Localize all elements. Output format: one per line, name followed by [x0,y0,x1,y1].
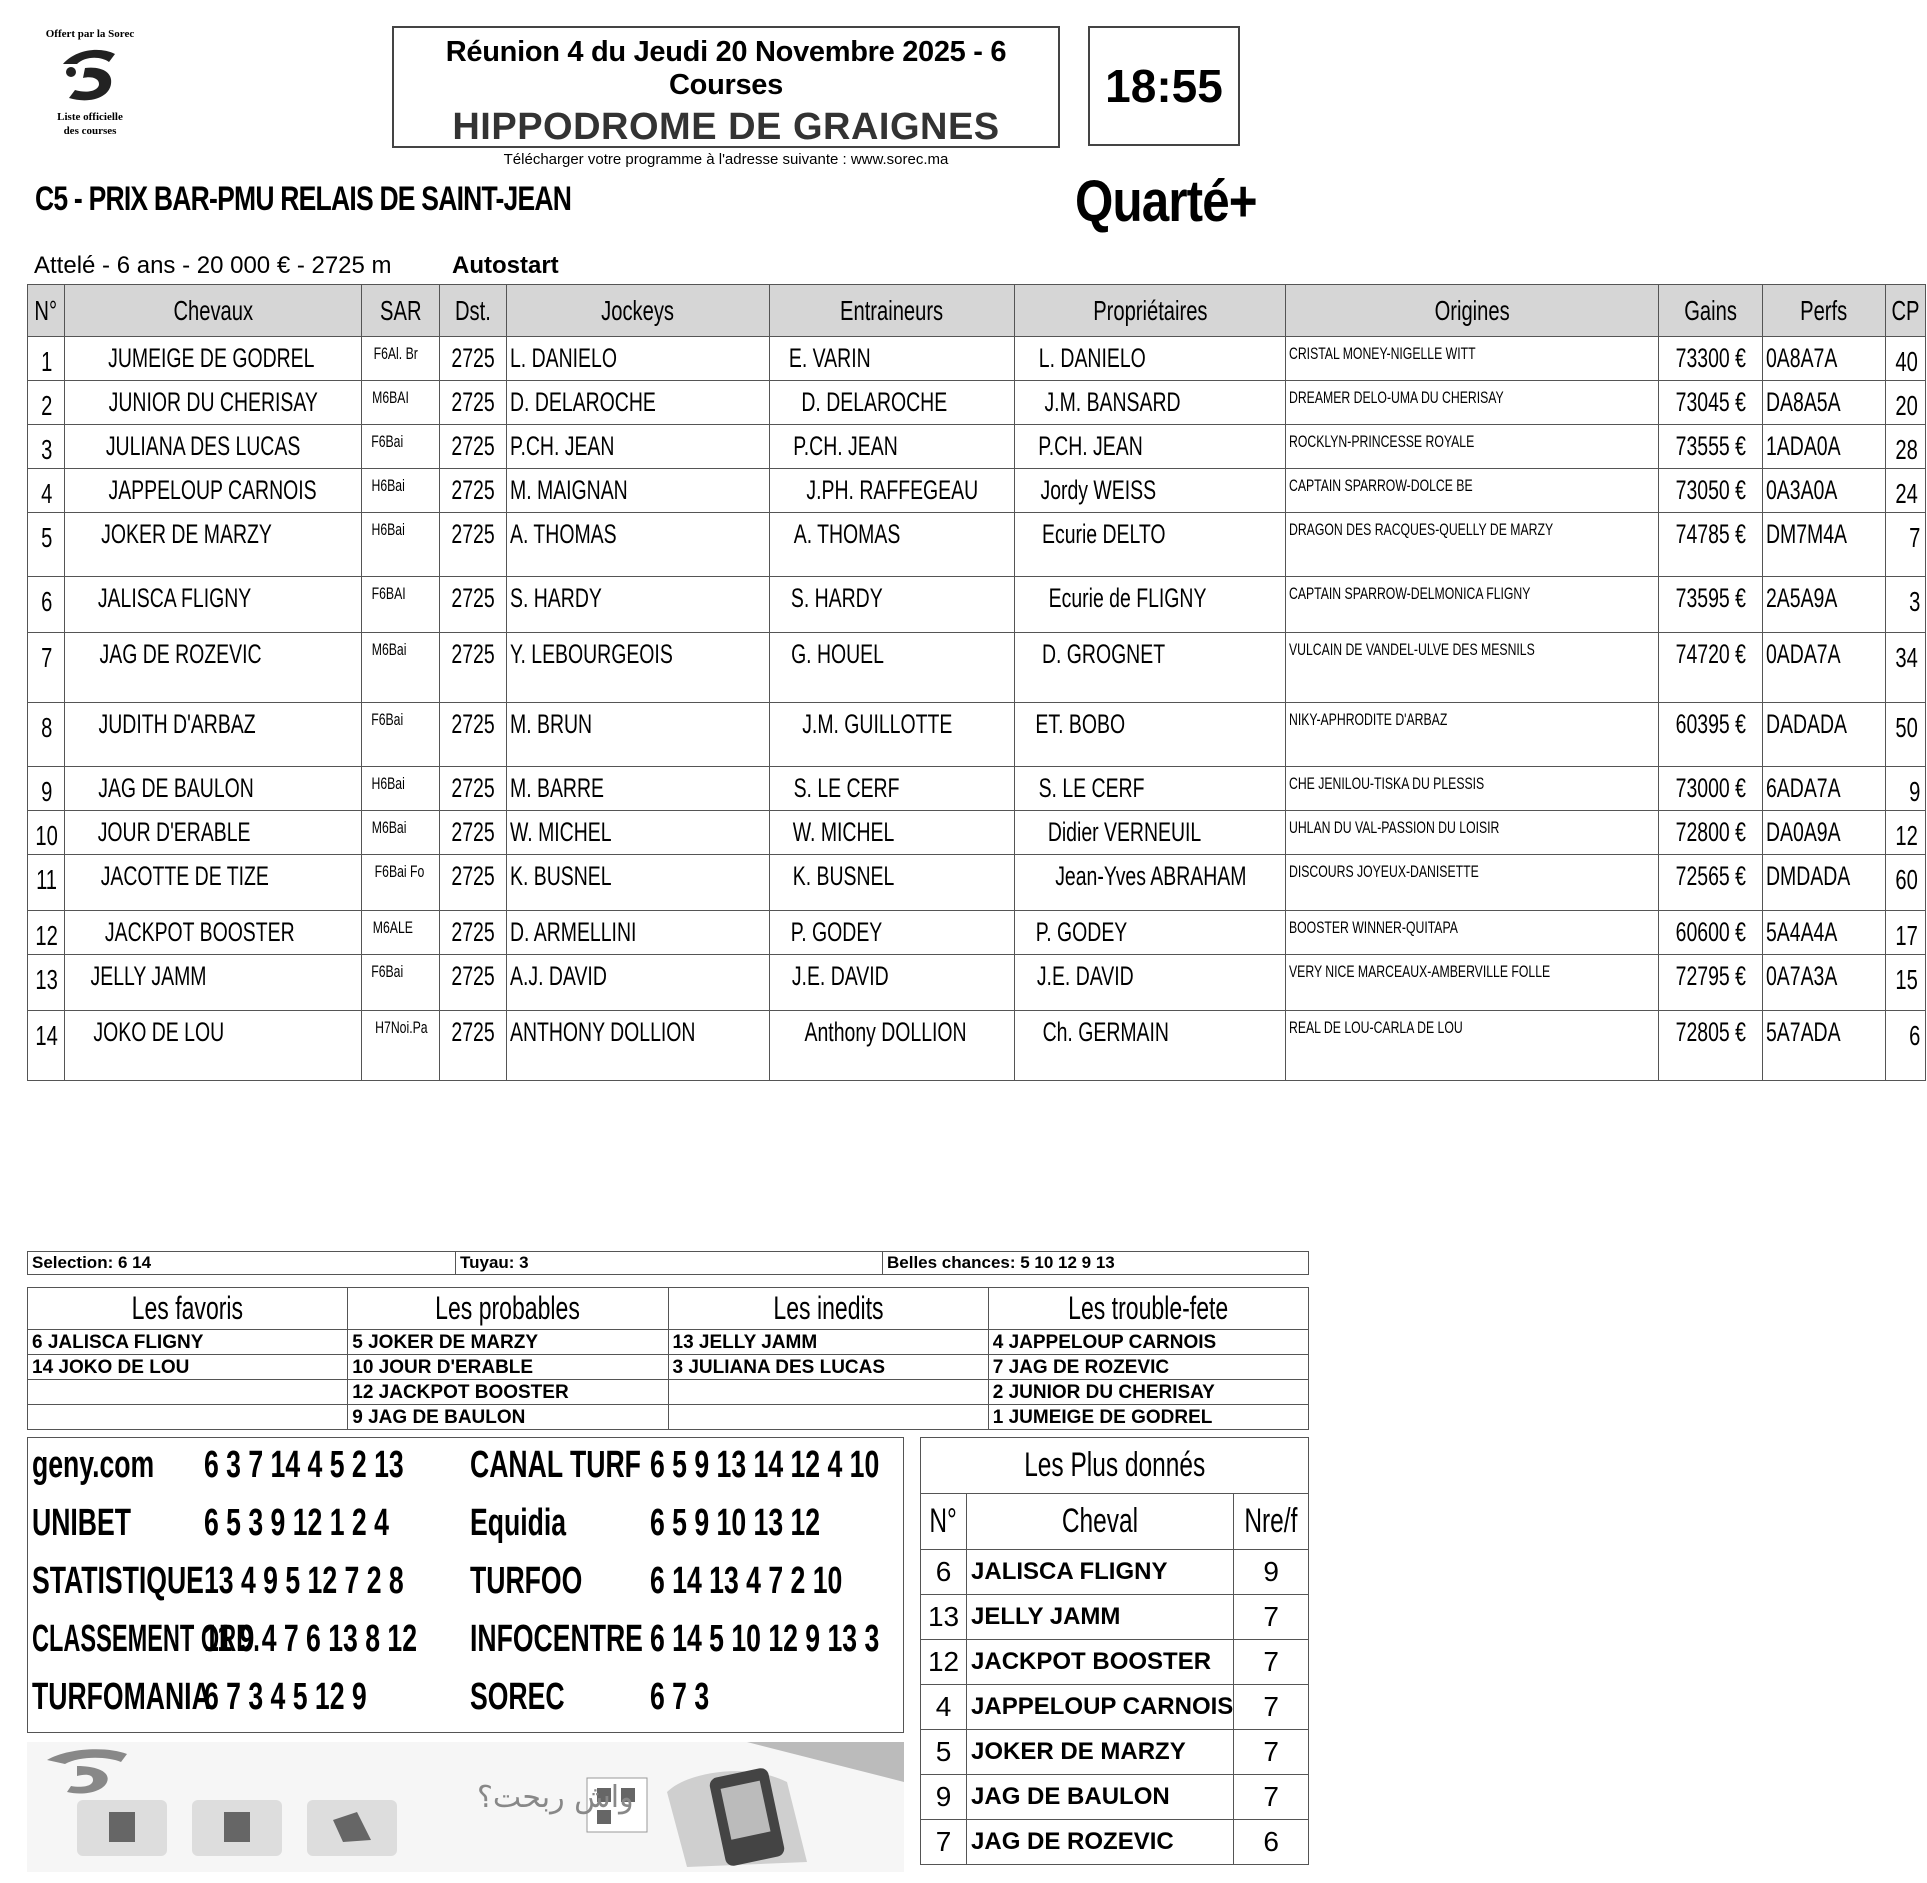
download-note: Télécharger votre programme à l'adresse suivante : www.sorec.ma [503,151,949,168]
plus-donnes-nb: 6 [1234,1820,1309,1865]
category-header: Les trouble-fete [988,1288,1308,1330]
cell-dst: 2725 [440,425,506,469]
cell-cheval: JUNIOR DU CHERISAY [65,381,362,425]
column-header: Origines [1286,285,1659,337]
cell-jockey: A. THOMAS [506,513,770,577]
press-selection: 6 5 9 13 14 12 4 10 [650,1444,880,1486]
cell-n: 4 [28,469,65,513]
plus-donnes-cheval: JAG DE ROZEVIC [967,1820,1234,1865]
plus-donnes-n: 13 [921,1595,967,1640]
plus-donnes-n: 7 [921,1820,967,1865]
table-row [921,1550,1309,1595]
cell-gains: 73555 € [1659,425,1763,469]
cell-entraineur: P. GODEY [770,911,1015,955]
table-row [28,855,1926,911]
table-row [28,955,1926,1011]
plus-donnes-title: Les Plus donnés [921,1438,1309,1494]
cell-cp: 34 [1885,633,1925,703]
cell-cp: 50 [1885,703,1925,767]
press-selection: 6 14 5 10 12 9 13 3 [650,1618,880,1660]
category-cell: 4 JAPPELOUP CARNOIS [988,1330,1308,1355]
cell-cp: 6 [1885,1011,1925,1081]
cell-gains: 73300 € [1659,337,1763,381]
plus-donnes-table [920,1437,1309,1865]
cell-dst: 2725 [440,337,506,381]
cell-dst: 2725 [440,469,506,513]
cell-entraineur: D. DELAROCHE [770,381,1015,425]
cell-jockey: Y. LEBOURGEOIS [506,633,770,703]
cell-perfs: 0A8A7A [1762,337,1885,381]
cell-n: 13 [28,955,65,1011]
tuyau: Tuyau: 3 [456,1252,883,1274]
cell-gains: 73045 € [1659,381,1763,425]
category-row [28,1380,1309,1405]
table-row [921,1730,1309,1775]
press-row [32,1444,404,1487]
cell-n: 12 [28,911,65,955]
plus-donnes-cheval: JELLY JAMM [967,1595,1234,1640]
cell-gains: 73000 € [1659,767,1763,811]
cell-n: 6 [28,577,65,633]
belles-chances: Belles chances: 5 10 12 9 13 [887,1253,1115,1272]
plus-donnes-cheval: JAG DE BAULON [967,1775,1234,1820]
category-cell: 12 JACKPOT BOOSTER [348,1380,668,1405]
race-time: 18:55 [1088,26,1240,146]
cell-dst: 2725 [440,513,506,577]
cell-sar: F6Bai [361,955,440,1011]
table-row [28,633,1926,703]
cell-n: 3 [28,425,65,469]
cell-origines: DREAMER DELO-UMA DU CHERISAY [1286,381,1659,425]
cell-sar: M6Bai [361,633,440,703]
cell-dst: 2725 [440,577,506,633]
cell-jockey: D. ARMELLINI [506,911,770,955]
cell-proprietaire: Ecurie DELTO [1014,513,1286,577]
press-row [32,1560,404,1603]
cell-cheval: JALISCA FLIGNY [65,577,362,633]
category-cell [668,1405,988,1430]
cell-origines: CAPTAIN SPARROW-DELMONICA FLIGNY [1286,577,1659,633]
cell-proprietaire: D. GROGNET [1014,633,1286,703]
press-selection: 11 9 4 7 6 13 8 12 [204,1618,417,1660]
cell-cp: 15 [1885,955,1925,1011]
cell-n: 14 [28,1011,65,1081]
table-row [28,513,1926,577]
cell-jockey: P.CH. JEAN [506,425,770,469]
cell-cp: 9 [1885,767,1925,811]
category-cell: 2 JUNIOR DU CHERISAY [988,1380,1308,1405]
cell-perfs: DMDADA [1762,855,1885,911]
category-header: Les favoris [28,1288,348,1330]
cell-sar: F6BAI [361,577,440,633]
column-header: Jockeys [506,285,770,337]
cell-cheval: JACOTTE DE TIZE [65,855,362,911]
category-header: Les probables [348,1288,668,1330]
table-row [28,767,1926,811]
cell-origines: NIKY-APHRODITE D'ARBAZ [1286,703,1659,767]
cell-gains: 60395 € [1659,703,1763,767]
cell-sar: H6Bai [361,767,440,811]
cell-origines: ROCKLYN-PRINCESSE ROYALE [1286,425,1659,469]
cell-gains: 74720 € [1659,633,1763,703]
category-row [28,1330,1309,1355]
plus-donnes-cheval: JACKPOT BOOSTER [967,1640,1234,1685]
cell-gains: 73050 € [1659,469,1763,513]
cell-n: 7 [28,633,65,703]
cell-entraineur: J.M. GUILLOTTE [770,703,1015,767]
press-selections [27,1437,904,1733]
table-row [28,337,1926,381]
table-row [921,1595,1309,1640]
category-cell: 7 JAG DE ROZEVIC [988,1355,1308,1380]
category-cell [668,1380,988,1405]
category-cell: 14 JOKO DE LOU [28,1355,348,1380]
press-selection: 6 5 3 9 12 1 2 4 [204,1502,389,1544]
category-header: Les inedits [668,1288,988,1330]
cell-entraineur: J.E. DAVID [770,955,1015,1011]
table-row [921,1775,1309,1820]
cell-n: 2 [28,381,65,425]
cell-cheval: JAPPELOUP CARNOIS [65,469,362,513]
prono-categories-table [27,1287,1309,1430]
cell-proprietaire: ET. BOBO [1014,703,1286,767]
cell-cheval: JOUR D'ERABLE [65,811,362,855]
press-source: TURFOMANIA [32,1676,211,1718]
category-row [28,1355,1309,1380]
table-row [28,703,1926,767]
cell-sar: F6Al. Br [361,337,440,381]
plus-donnes-nb: 9 [1234,1550,1309,1595]
cell-jockey: M. BRUN [506,703,770,767]
cell-sar: F6Bai [361,425,440,469]
cell-perfs: DM7M4A [1762,513,1885,577]
cell-origines: CHE JENILOU-TISKA DU PLESSIS [1286,767,1659,811]
table-row [28,425,1926,469]
press-source: geny.com [32,1444,155,1486]
press-source: SOREC [470,1676,565,1718]
press-row [470,1502,821,1545]
plus-donnes-nb: 7 [1234,1775,1309,1820]
cell-entraineur: S. HARDY [770,577,1015,633]
cell-proprietaire: Jean-Yves ABRAHAM [1014,855,1286,911]
cell-perfs: 0ADA7A [1762,633,1885,703]
press-selection: 6 3 7 14 4 5 2 13 [204,1444,404,1486]
ad-illustration-icon [27,1742,904,1872]
cell-n: 9 [28,767,65,811]
logo-line2: des courses [63,125,117,137]
category-cell: 10 JOUR D'ERABLE [348,1355,668,1380]
racecourse-name: HIPPODROME DE GRAIGNES [452,106,1000,148]
cell-origines: DRAGON DES RACQUES-QUELLY DE MARZY [1286,513,1659,577]
cell-perfs: DADADA [1762,703,1885,767]
press-source: CLASSEMENT ORD. [32,1618,260,1660]
plus-donnes-n: 5 [921,1730,967,1775]
cell-proprietaire: Ecurie de FLIGNY [1014,577,1286,633]
plus-donnes-column-header: N° [921,1494,967,1550]
cell-sar: M6BAI [361,381,440,425]
table-row [28,469,1926,513]
cell-n: 10 [28,811,65,855]
column-header: Chevaux [65,285,362,337]
cell-cp: 3 [1885,577,1925,633]
category-cell: 13 JELLY JAMM [668,1330,988,1355]
cell-cp: 17 [1885,911,1925,955]
cell-proprietaire: Ch. GERMAIN [1014,1011,1286,1081]
table-row [28,811,1926,855]
meeting-header [392,26,1060,168]
cell-perfs: 0A7A3A [1762,955,1885,1011]
cell-sar: H6Bai [361,513,440,577]
cell-entraineur: E. VARIN [770,337,1015,381]
cell-jockey: S. HARDY [506,577,770,633]
category-cell: 3 JULIANA DES LUCAS [668,1355,988,1380]
cell-proprietaire: P.CH. JEAN [1014,425,1286,469]
cell-origines: REAL DE LOU-CARLA DE LOU [1286,1011,1659,1081]
cell-jockey: L. DANIELO [506,337,770,381]
press-selection: 6 7 3 4 5 12 9 [204,1676,367,1718]
cell-dst: 2725 [440,633,506,703]
cell-cheval: JUMEIGE DE GODREL [65,337,362,381]
sorec-horse-logo-icon [55,42,125,110]
cell-n: 11 [28,855,65,911]
category-cell: 1 JUMEIGE DE GODREL [988,1405,1308,1430]
cell-cp: 12 [1885,811,1925,855]
cell-cp: 7 [1885,513,1925,577]
cell-dst: 2725 [440,381,506,425]
press-row [32,1676,367,1719]
cell-origines: UHLAN DU VAL-PASSION DU LOISIR [1286,811,1659,855]
cell-entraineur: Anthony DOLLION [770,1011,1015,1081]
cell-entraineur: S. LE CERF [770,767,1015,811]
press-selection: 13 4 9 5 12 7 2 8 [204,1560,404,1602]
plus-donnes-cheval: JOKER DE MARZY [967,1730,1234,1775]
cell-cheval: JACKPOT BOOSTER [65,911,362,955]
cell-entraineur: J.PH. RAFFEGEAU [770,469,1015,513]
column-header: Gains [1659,285,1763,337]
column-header: CP [1885,285,1925,337]
race-conditions: Attelé - 6 ans - 20 000 € - 2725 m [34,252,392,279]
cell-perfs: 6ADA7A [1762,767,1885,811]
cell-perfs: 0A3A0A [1762,469,1885,513]
press-row [32,1618,417,1661]
cell-origines: CAPTAIN SPARROW-DOLCE BE [1286,469,1659,513]
cell-cp: 24 [1885,469,1925,513]
press-source: UNIBET [32,1502,132,1544]
column-header: Propriétaires [1014,285,1286,337]
press-source: INFOCENTRE [470,1618,643,1660]
cell-cp: 60 [1885,855,1925,911]
cell-origines: VERY NICE MARCEAUX-AMBERVILLE FOLLE [1286,955,1659,1011]
cell-cp: 40 [1885,337,1925,381]
cell-gains: 73595 € [1659,577,1763,633]
cell-sar: M6ALE [361,911,440,955]
cell-proprietaire: Didier VERNEUIL [1014,811,1286,855]
cell-entraineur: K. BUSNEL [770,855,1015,911]
plus-donnes-n: 12 [921,1640,967,1685]
selection: Selection: 6 14 [28,1252,456,1274]
race-start-type: Autostart [452,252,559,279]
category-row [28,1405,1309,1430]
sorec-ad-banner [27,1742,904,1872]
cell-dst: 2725 [440,703,506,767]
race-title: C5 - PRIX BAR-PMU RELAIS DE SAINT-JEAN [35,180,572,218]
cell-jockey: M. BARRE [506,767,770,811]
table-row [28,381,1926,425]
bet-type: Quarté+ [1075,169,1257,234]
cell-cheval: JUDITH D'ARBAZ [65,703,362,767]
cell-cp: 28 [1885,425,1925,469]
plus-donnes-cheval: JAPPELOUP CARNOIS [967,1685,1234,1730]
cell-perfs: DA0A9A [1762,811,1885,855]
cell-sar: F6Bai Fo [361,855,440,911]
category-cell: 6 JALISCA FLIGNY [28,1330,348,1355]
column-header: SAR [361,285,440,337]
plus-donnes-nb: 7 [1234,1685,1309,1730]
categories-header-row [28,1288,1309,1330]
category-cell [28,1405,348,1430]
cell-origines: BOOSTER WINNER-QUITAPA [1286,911,1659,955]
cell-gains: 74785 € [1659,513,1763,577]
press-source: CANAL TURF [470,1444,641,1486]
column-header: Entraineurs [770,285,1015,337]
cell-cheval: JELLY JAMM [65,955,362,1011]
column-header: Perfs [1762,285,1885,337]
table-row [28,577,1926,633]
cell-sar: F6Bai [361,703,440,767]
cell-perfs: 5A4A4A [1762,911,1885,955]
category-cell: 5 JOKER DE MARZY [348,1330,668,1355]
category-cell: 9 JAG DE BAULON [348,1405,668,1430]
cell-gains: 72795 € [1659,955,1763,1011]
plus-donnes-n: 6 [921,1550,967,1595]
cell-sar: H6Bai [361,469,440,513]
cell-perfs: 1ADA0A [1762,425,1885,469]
press-selection: 6 7 3 [650,1676,710,1718]
cell-dst: 2725 [440,955,506,1011]
cell-entraineur: W. MICHEL [770,811,1015,855]
cell-gains: 60600 € [1659,911,1763,955]
cell-origines: CRISTAL MONEY-NIGELLE WITT [1286,337,1659,381]
cell-proprietaire: L. DANIELO [1014,337,1286,381]
table-row [921,1640,1309,1685]
table-row [921,1685,1309,1730]
plus-donnes-n: 9 [921,1775,967,1820]
plus-donnes-header-row [921,1494,1309,1550]
press-row [470,1444,880,1487]
cell-cheval: JOKER DE MARZY [65,513,362,577]
ad-arabic-text: واش ربحت؟ [477,1780,634,1815]
plus-donnes-cheval: JALISCA FLIGNY [967,1550,1234,1595]
press-source: TURFOO [470,1560,583,1602]
cell-jockey: K. BUSNEL [506,855,770,911]
logo-line1: Liste officielle [57,111,123,123]
plus-donnes-nb: 7 [1234,1640,1309,1685]
cell-jockey: ANTHONY DOLLION [506,1011,770,1081]
category-cell [28,1380,348,1405]
cell-n: 8 [28,703,65,767]
cell-dst: 2725 [440,811,506,855]
cell-gains: 72805 € [1659,1011,1763,1081]
press-source: STATISTIQUE [32,1560,204,1602]
cell-cheval: JAG DE ROZEVIC [65,633,362,703]
cell-perfs: 5A7ADA [1762,1011,1885,1081]
cell-n: 5 [28,513,65,577]
logo-offer-text: Offert par la Sorec [45,28,135,40]
runners-table [27,284,1926,1081]
cell-dst: 2725 [440,855,506,911]
press-row [470,1676,710,1719]
cell-proprietaire: P. GODEY [1014,911,1286,955]
press-row [32,1502,389,1545]
cell-perfs: 2A5A9A [1762,577,1885,633]
plus-donnes-column-header: Nre/f [1234,1494,1309,1550]
cell-dst: 2725 [440,767,506,811]
table-row [921,1820,1309,1865]
press-selection: 6 5 9 10 13 12 [650,1502,821,1544]
cell-jockey: M. MAIGNAN [506,469,770,513]
meeting-title: Réunion 4 du Jeudi 20 Novembre 2025 - 6 Courses [445,36,1007,101]
cell-perfs: DA8A5A [1762,381,1885,425]
cell-jockey: D. DELAROCHE [506,381,770,425]
cell-proprietaire: Jordy WEISS [1014,469,1286,513]
cell-n: 1 [28,337,65,381]
press-selection: 6 14 13 4 7 2 10 [650,1560,843,1602]
column-header: N° [28,285,65,337]
press-row [470,1618,880,1661]
cell-entraineur: A. THOMAS [770,513,1015,577]
plus-donnes-n: 4 [921,1685,967,1730]
plus-donnes-nb: 7 [1234,1595,1309,1640]
cell-dst: 2725 [440,911,506,955]
cell-entraineur: G. HOUEL [770,633,1015,703]
cell-proprietaire: S. LE CERF [1014,767,1286,811]
cell-dst: 2725 [440,1011,506,1081]
cell-cheval: JULIANA DES LUCAS [65,425,362,469]
press-row [470,1560,843,1603]
cell-sar: H7Noi.Pa [361,1011,440,1081]
cell-cheval: JAG DE BAULON [65,767,362,811]
cell-jockey: W. MICHEL [506,811,770,855]
plus-donnes-column-header: Cheval [967,1494,1234,1550]
cell-gains: 72800 € [1659,811,1763,855]
cell-origines: DISCOURS JOYEUX-DANISETTE [1286,855,1659,911]
cell-jockey: A.J. DAVID [506,955,770,1011]
cell-cp: 20 [1885,381,1925,425]
column-header: Dst. [440,285,506,337]
sorec-logo [25,28,155,148]
cell-entraineur: P.CH. JEAN [770,425,1015,469]
cell-sar: M6Bai [361,811,440,855]
cell-cheval: JOKO DE LOU [65,1011,362,1081]
table-row [28,1011,1926,1081]
cell-origines: VULCAIN DE VANDEL-ULVE DES MESNILS [1286,633,1659,703]
cell-proprietaire: J.E. DAVID [1014,955,1286,1011]
selection-line [27,1251,1309,1275]
table-row [28,911,1926,955]
plus-donnes-nb: 7 [1234,1730,1309,1775]
cell-gains: 72565 € [1659,855,1763,911]
cell-proprietaire: J.M. BANSARD [1014,381,1286,425]
press-source: Equidia [470,1502,567,1544]
table-header-row [28,285,1926,337]
